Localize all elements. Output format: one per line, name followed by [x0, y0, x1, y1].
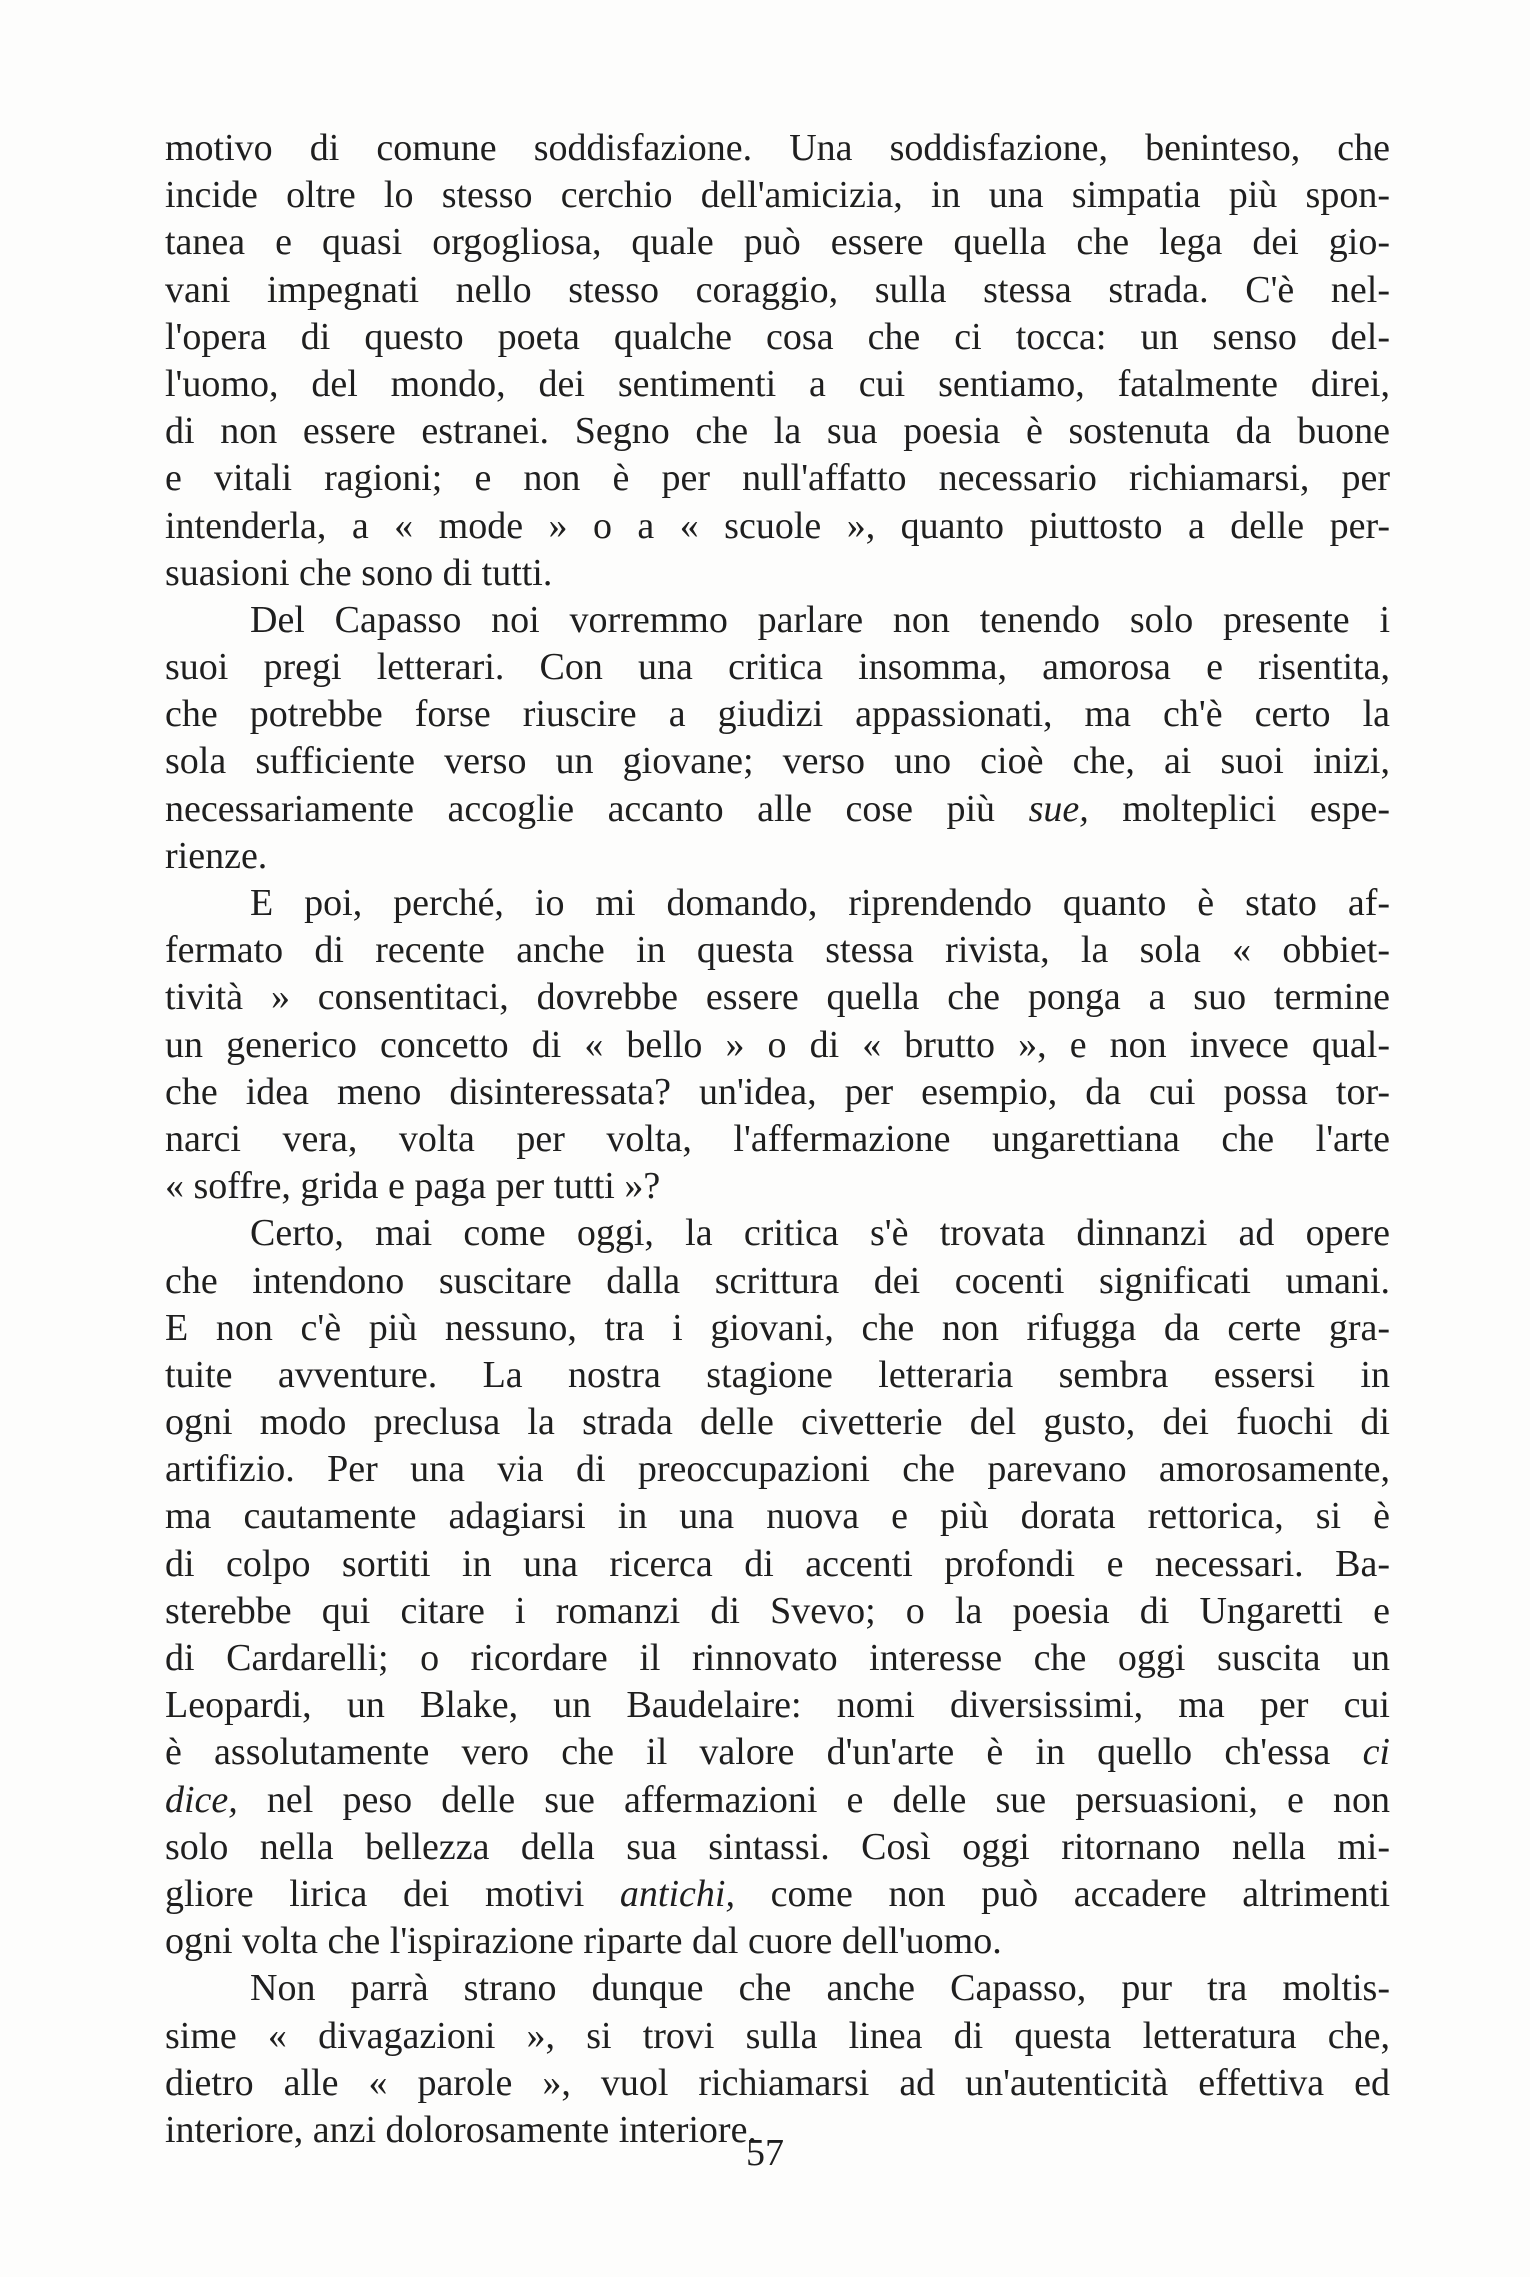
italic-text: dice, — [165, 1778, 238, 1821]
text-line: « soffre, grida e paga per tutti »? — [165, 1165, 661, 1208]
text-segment: nel peso delle sue affermazioni e delle sue persuasioni, e non — [237, 1778, 1390, 1821]
text-line: Leopardi, un Blake, un Baudelaire: nomi diversissimi, ma per cui — [165, 1684, 1390, 1727]
text-line: tanea e quasi orgogliosa, quale può essere quella che lega dei gio- — [165, 221, 1390, 264]
text-line: solo nella bellezza della sua sintassi. Così oggi ritornano nella mi- — [165, 1825, 1390, 1868]
text-line: di Cardarelli; o ricordare il rinnovato interesse che oggi suscita un — [165, 1637, 1390, 1679]
text-line — [165, 1729, 1390, 1776]
body-text — [165, 125, 1390, 2154]
text-line — [165, 786, 1390, 833]
text-line: tuite avventure. La nostra stagione letteraria sembra essersi in — [165, 1353, 1390, 1396]
text-line: sterebbe qui citare i romanzi di Svevo; o la poesia di Ungaretti e — [165, 1589, 1390, 1632]
text-line: un generico concetto di « bello » o di « brutto », e non invece qual- — [165, 1023, 1390, 1066]
text-line: che idea meno disinteressata? un'idea, per esempio, da cui possa tor- — [165, 1070, 1390, 1113]
text-segment: come non può accadere altrimenti — [734, 1872, 1391, 1915]
text-line: che potrebbe forse riuscire a giudizi appassionati, ma ch'è certo la — [165, 693, 1390, 736]
text-line: di non essere estranei. Segno che la sua poesia è sostenuta da buone — [165, 410, 1390, 453]
text-line: intenderla, a « mode » o a « scuole », quanto piuttosto a delle per- — [165, 504, 1390, 547]
text-line: sime « divagazioni », si trovi sulla linea di questa letteratura che, — [165, 2014, 1390, 2057]
page-number: 57 — [746, 2132, 784, 2174]
text-line — [165, 1871, 1390, 1918]
text-line: interiore, anzi dolorosamente interiore. — [165, 2108, 757, 2151]
text-line: ogni modo preclusa la strada delle civetterie del gusto, dei fuochi di — [165, 1401, 1390, 1444]
text-line: fermato di recente anche in questa stessa rivista, la sola « obbiet- — [165, 929, 1390, 972]
text-line: e vitali ragioni; e non è per null'affatto necessario richiamarsi, per — [165, 457, 1390, 500]
text-line: suasioni che sono di tutti. — [165, 551, 553, 594]
text-segment: molteplici espe- — [1088, 787, 1390, 830]
text-line: che intendono suscitare dalla scrittura dei cocenti significati umani. — [165, 1259, 1390, 1302]
text-line: motivo di comune soddisfazione. Una soddisfazione, beninteso, che — [165, 127, 1390, 169]
text-line: l'opera di questo poeta qualche cosa che ci tocca: un senso del- — [165, 315, 1390, 358]
text-line: rienze. — [165, 834, 268, 877]
paragraph-start-line: Del Capasso noi vorremmo parlare non tenendo solo presente i — [250, 598, 1390, 641]
text-line: incide oltre lo stesso cerchio dell'amicizia, in una simpatia più spon- — [165, 174, 1390, 217]
paragraph-start-line: Non parrà strano dunque che anche Capasso, pur tra moltis- — [250, 1967, 1390, 2010]
paragraph-start-line: Certo, mai come oggi, la critica s'è trovata dinnanzi ad opere — [250, 1212, 1390, 1255]
text-line: ogni volta che l'ispirazione riparte dal cuore dell'uomo. — [165, 1920, 1002, 1963]
text-line: tività » consentitaci, dovrebbe essere quella che ponga a suo termine — [165, 976, 1390, 1019]
text-line: vani impegnati nello stesso coraggio, sulla stessa strada. C'è nel- — [165, 268, 1390, 311]
text-line: suoi pregi letterari. Con una critica insomma, amorosa e risentita, — [165, 646, 1390, 689]
text-line: sola sufficiente verso un giovane; verso uno cioè che, ai suoi inizi, — [165, 740, 1390, 783]
text-line: narci vera, volta per volta, l'affermazione ungarettiana che l'arte — [165, 1117, 1390, 1160]
text-segment: è assolutamente vero che il valore d'un'arte è in quello ch'essa — [165, 1731, 1363, 1774]
text-line: artifizio. Per una via di preoccupazioni che parevano amorosamente, — [165, 1448, 1390, 1491]
text-line: E non c'è più nessuno, tra i giovani, che non rifugga da certe gra- — [165, 1306, 1390, 1349]
text-line: dietro alle « parole », vuol richiamarsi ad un'autenticità effettiva ed — [165, 2061, 1390, 2104]
italic-text: sue, — [1028, 787, 1089, 830]
text-segment: necessariamente accoglie accanto alle cose più — [165, 787, 1029, 830]
italic-text: ci — [1362, 1731, 1390, 1774]
text-segment: gliore lirica dei motivi — [165, 1872, 620, 1915]
text-line: l'uomo, del mondo, dei sentimenti a cui sentiamo, fatalmente direi, — [165, 362, 1390, 405]
paragraph-start-line: E poi, perché, io mi domando, riprendendo quanto è stato af- — [250, 882, 1390, 924]
italic-text: antichi, — [619, 1872, 735, 1915]
text-line: ma cautamente adagiarsi in una nuova e più dorata rettorica, si è — [165, 1495, 1390, 1538]
text-line — [165, 1777, 1390, 1824]
text-line: di colpo sortiti in una ricerca di accenti profondi e necessari. Ba- — [165, 1542, 1390, 1585]
